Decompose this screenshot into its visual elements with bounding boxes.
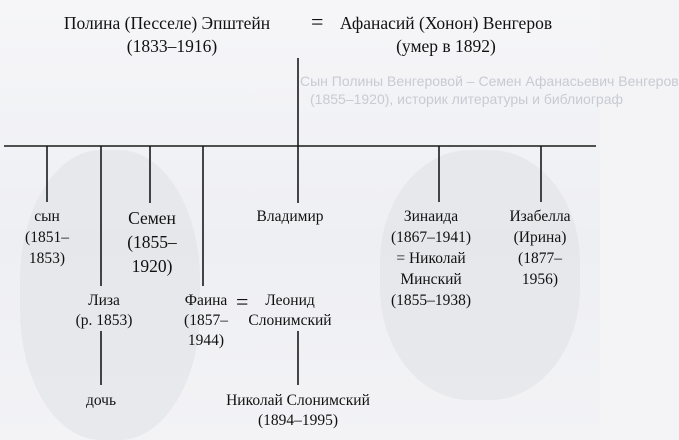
faina-child-dates: (1894–1995) (257, 412, 339, 429)
zinaida-spouse-dates: (1855–1938) (390, 292, 472, 309)
faina-name: Фаина (184, 292, 228, 309)
zinaida-spouse-first: = Николай (396, 250, 466, 267)
faina-marriage-sign: = (236, 289, 249, 314)
son-dates-start: (1851– (25, 229, 69, 246)
faina-dates-end: 1944) (187, 332, 225, 349)
faina-child-name: Николай Слонимский (226, 392, 370, 409)
izabella-dates-end: 1956) (521, 271, 559, 288)
liza-child-label: дочь (85, 392, 117, 409)
zinaida-name: Зинаида (403, 208, 459, 225)
izabella-alt-name: (Ирина) (513, 229, 567, 246)
zinaida-dates: (1867–1941) (390, 229, 472, 246)
parents-marriage-sign: = (311, 9, 324, 34)
vladimir-name: Владимир (256, 208, 324, 225)
izabella-dates-start: (1877– (518, 250, 562, 267)
faina-spouse-last: Слонимский (248, 312, 332, 329)
mother-name: Полина (Песселе) Эпштейн (63, 13, 271, 33)
semen-dates-end: 1920) (131, 256, 173, 276)
background-caption-line2: (1855–1920), историк литературы и библиограф (310, 91, 624, 107)
zinaida-spouse-last: Минский (400, 271, 462, 288)
son-label: сын (34, 208, 60, 225)
mother-dates: (1833–1916) (126, 36, 218, 56)
faina-dates-start: (1857– (184, 312, 228, 329)
semen-dates-start: (1855– (127, 232, 177, 252)
liza-name: Лиза (88, 292, 120, 309)
father-name: Афанасий (Хонон) Венгеров (339, 13, 553, 33)
liza-dates: (р. 1853) (75, 312, 133, 329)
son-dates-end: 1853) (28, 250, 66, 267)
semen-name: Семен (128, 208, 176, 228)
background-caption-line1: Сын Полины Венгеровой – Семен Афанасьевич Венгеров (300, 73, 679, 89)
father-dates: (умер в 1892) (396, 36, 496, 56)
izabella-name: Изабелла (509, 208, 571, 225)
faina-spouse-first: Леонид (265, 292, 315, 309)
